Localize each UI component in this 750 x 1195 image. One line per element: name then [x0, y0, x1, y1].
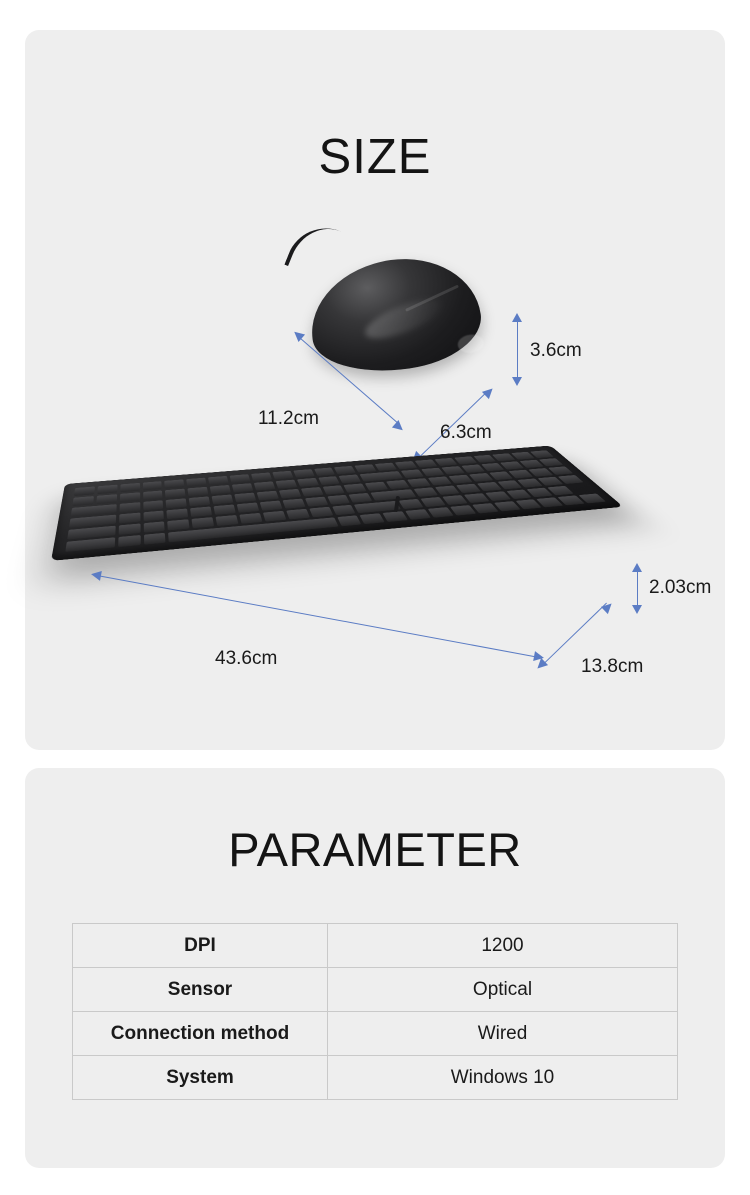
mouse-length-label: 11.2cm — [258, 408, 319, 429]
parameter-value: Wired — [328, 1012, 678, 1056]
table-row — [73, 968, 678, 1012]
parameter-table — [72, 923, 678, 1100]
keyboard-illustration — [65, 460, 635, 640]
size-panel — [25, 30, 725, 750]
keyboard-thickness-label: 2.03cm — [649, 577, 712, 598]
mouse-width-label: 6.3cm — [440, 422, 492, 443]
table-row — [73, 924, 678, 968]
mouse-height-arrow-line — [517, 320, 518, 378]
parameter-panel — [25, 768, 725, 1168]
parameter-value: 1200 — [328, 924, 678, 968]
mouse-height-arrow-bottom — [512, 377, 522, 386]
parameter-label: Sensor — [73, 968, 328, 1012]
parameter-value: Optical — [328, 968, 678, 1012]
size-title: SIZE — [318, 130, 432, 184]
keyboard-width-arrow-start — [90, 569, 102, 581]
parameter-value: Windows 10 — [328, 1056, 678, 1100]
parameter-label: DPI — [73, 924, 328, 968]
mouse-cable-icon — [284, 216, 355, 285]
parameter-label: Connection method — [73, 1012, 328, 1056]
mouse-height-label: 3.6cm — [530, 340, 582, 361]
table-row — [73, 1012, 678, 1056]
hp-logo-icon — [457, 333, 485, 354]
mouse-length-arrow-end — [392, 420, 406, 434]
keyboard-width-label: 43.6cm — [215, 648, 278, 669]
size-illustration-stage — [25, 30, 725, 750]
mouse-height-arrow-top — [512, 313, 522, 322]
keyboard-thickness-arrow-top — [632, 563, 642, 572]
parameter-label: System — [73, 1056, 328, 1100]
keyboard-thickness-arrow-line — [637, 570, 638, 606]
keyboard-body-icon — [51, 446, 623, 561]
mouse-highlight — [361, 291, 447, 346]
parameter-title: PARAMETER — [228, 823, 522, 876]
table-row — [73, 1056, 678, 1100]
mouse-illustration — [280, 225, 510, 395]
keyboard-thickness-arrow-bottom — [632, 605, 642, 614]
keyboard-depth-label: 13.8cm — [581, 656, 644, 677]
keyboard-keys — [65, 450, 606, 552]
